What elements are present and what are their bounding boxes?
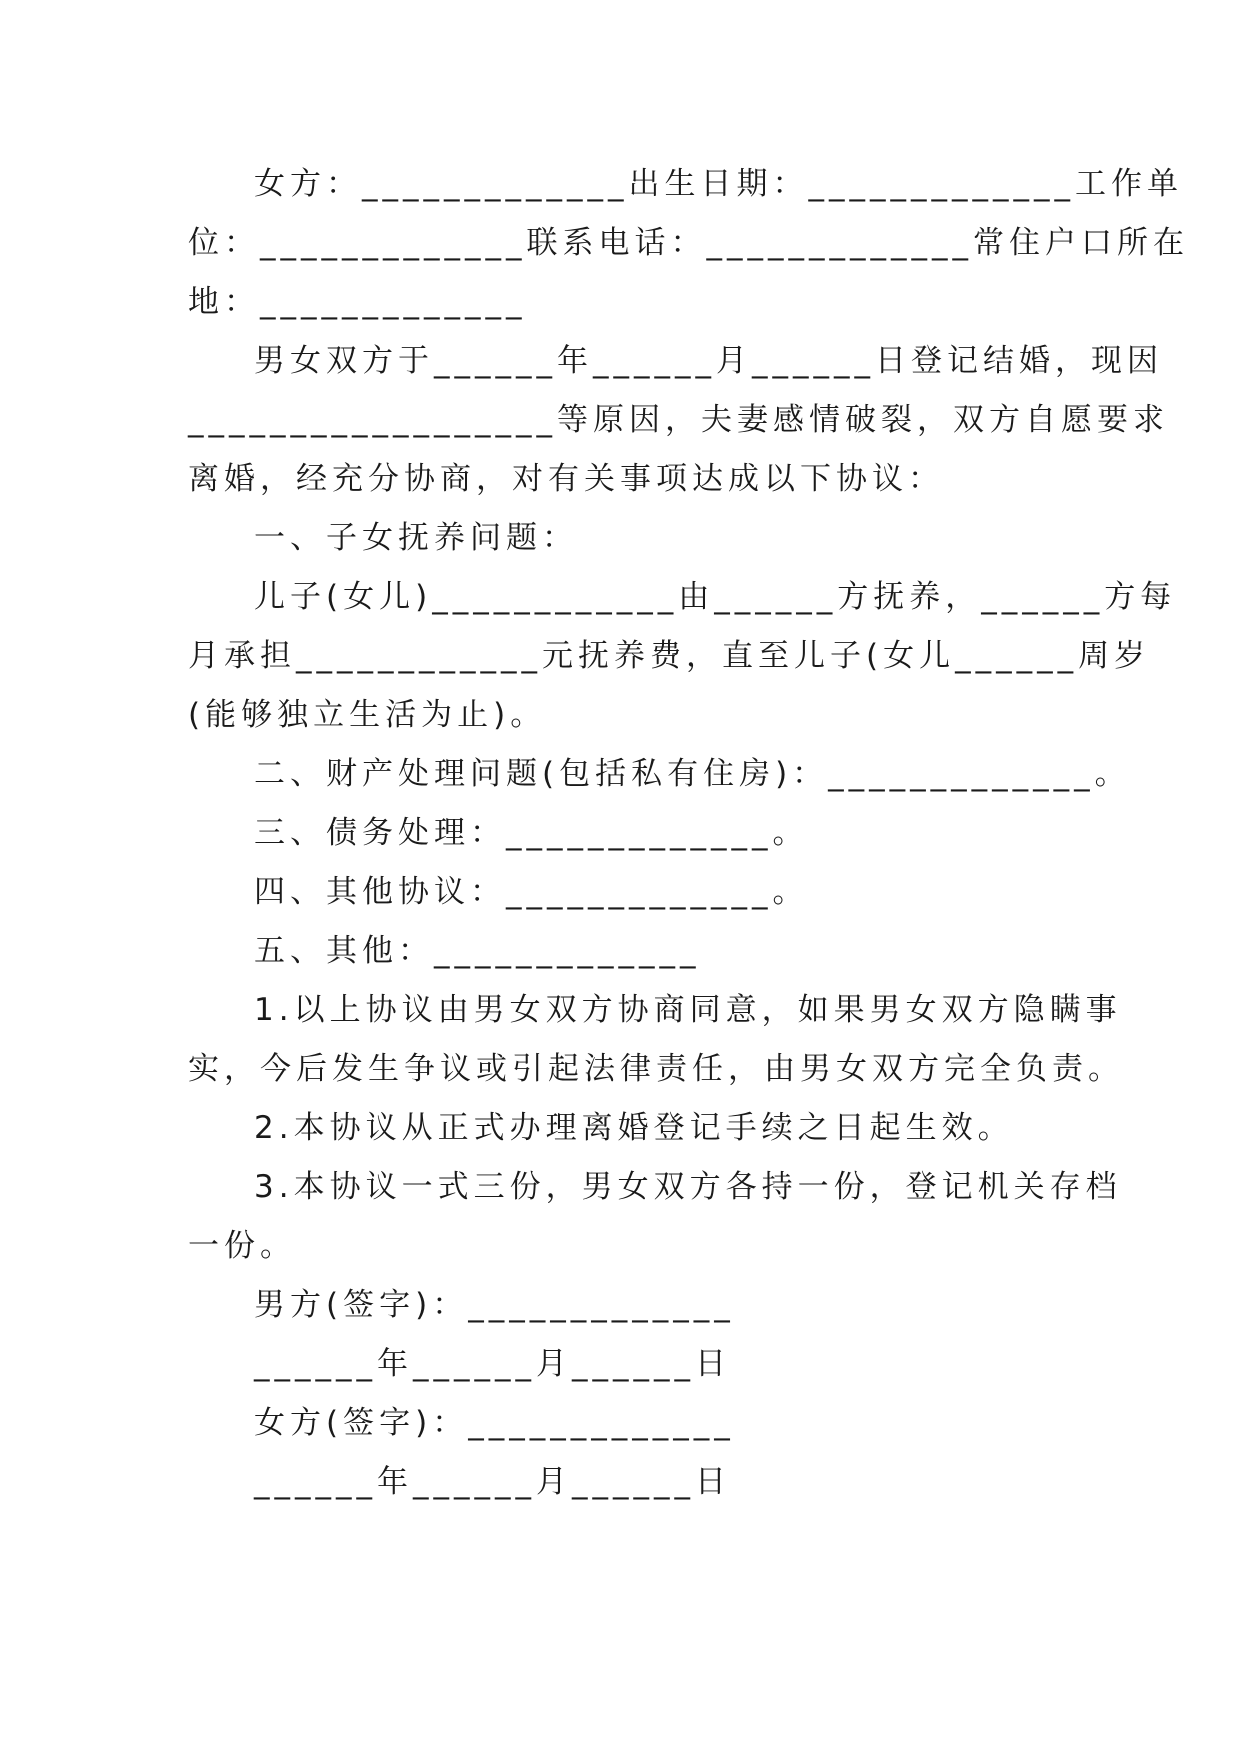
clause-1-cont: 实，今后发生争议或引起法律责任，由男女双方完全负责。 (188, 1051, 1124, 1087)
section-other: 五、其他：_____________ (254, 933, 701, 969)
marriage-registration-paragraph-cont: __________________等原因，夫妻感情破裂，双方自愿要求 (188, 402, 1169, 438)
male-signature-date: ______年______月______日 (254, 1346, 731, 1382)
female-party-info-cont: 位：_____________联系电话：_____________常住户口所在 (188, 225, 1189, 261)
child-custody-paragraph: 儿子(女儿)____________由______方抚养，______方每 (254, 579, 1177, 615)
child-custody-paragraph-cont: (能够独立生活为止)。 (188, 697, 547, 733)
marriage-registration-paragraph-cont: 离婚，经充分协商，对有关事项达成以下协议： (188, 461, 944, 497)
clause-3-cont: 一份。 (188, 1228, 296, 1264)
agreement-body (188, 155, 1189, 1512)
section-property: 二、财产处理问题(包括私有住房)：_____________。 (254, 756, 1131, 792)
section-heading-child-custody: 一、子女抚养问题： (254, 520, 578, 556)
marriage-registration-paragraph: 男女双方于______年______月______日登记结婚，现因 (254, 343, 1163, 379)
clause-3: 3.本协议一式三份，男女双方各持一份，登记机关存档 (254, 1169, 1122, 1205)
female-party-info: 女方：_____________出生日期：_____________工作单 (254, 166, 1183, 202)
male-signature-line: 男方(签字)：_____________ (254, 1287, 735, 1323)
female-signature-date: ______年______月______日 (254, 1464, 731, 1500)
female-signature-line: 女方(签字)：_____________ (254, 1405, 735, 1441)
female-party-info-cont: 地：_____________ (188, 284, 527, 320)
section-debts: 三、债务处理：_____________。 (254, 815, 809, 851)
section-other-agreements: 四、其他协议：_____________。 (254, 874, 809, 910)
clause-1: 1.以上协议由男女双方协商同意，如果男女双方隐瞒事 (254, 992, 1122, 1028)
child-custody-paragraph-cont: 月承担____________元抚养费，直至儿子(女儿______周岁 (188, 638, 1151, 674)
clause-2: 2.本协议从正式办理离婚登记手续之日起生效。 (254, 1110, 1014, 1146)
